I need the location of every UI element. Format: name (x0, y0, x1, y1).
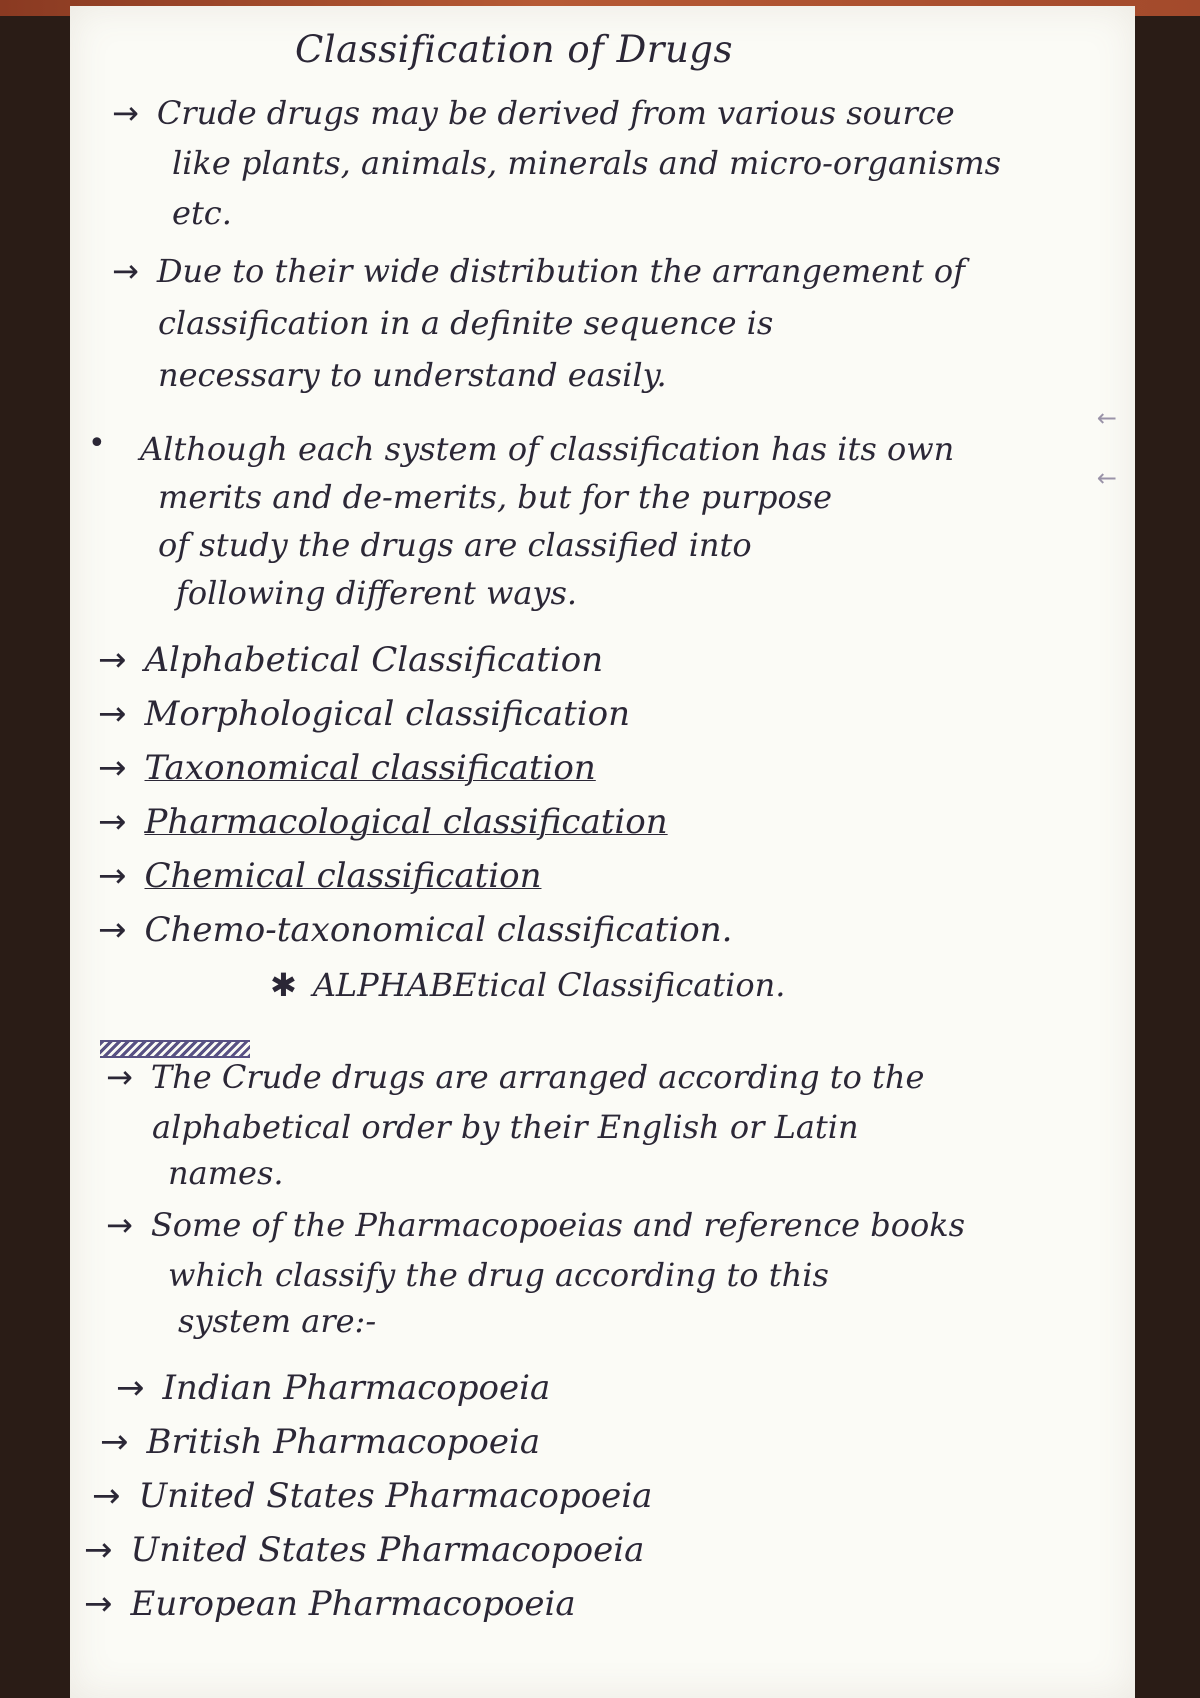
section-heading: ✱ ALPHABEtical Classification. (270, 966, 786, 1004)
arrow-icon: → (112, 252, 139, 290)
alpha-p2-line-1: → Some of the Pharmacopoeias and reference books (106, 1200, 965, 1250)
alpha-p1-line-3: names. (168, 1154, 284, 1192)
arrow-icon: → (106, 1206, 133, 1244)
intro-p2-line-1: → Due to their wide distribution the arrangement of (112, 246, 965, 296)
margin-arrow-icon: ← (1096, 404, 1117, 432)
list-item: → United States Pharmacopoeia (84, 1524, 644, 1576)
list-item: → Chemical classification (98, 850, 542, 902)
intro-p1-line-1: → Crude drugs may be derived from various source (112, 88, 955, 138)
intro-p2-line-3: necessary to understand easily. (158, 356, 667, 394)
list-item: → European Pharmacopoeia (84, 1578, 576, 1630)
arrow-icon: → (92, 1476, 121, 1516)
alpha-p1-line-2: alphabetical order by their English or Latin (152, 1108, 859, 1146)
list-item: → United States Pharmacopoeia (92, 1470, 652, 1522)
list-item: → British Pharmacopoeia (100, 1416, 540, 1468)
arrow-icon: → (106, 1058, 133, 1096)
arrow-icon: → (98, 910, 127, 950)
arrow-icon: → (98, 694, 127, 734)
arrow-icon: → (116, 1368, 145, 1408)
list-item: → Indian Pharmacopoeia (116, 1362, 550, 1414)
intro-p2-line-2: classification in a definite sequence is (158, 304, 774, 342)
alpha-p2-line-2: which classify the drug according to this (168, 1256, 829, 1294)
intro-p3-line-3: of study the drugs are classified into (158, 526, 752, 564)
page-title: Classification of Drugs (295, 28, 733, 71)
list-item: → Chemo-taxonomical classification. (98, 904, 732, 956)
list-item: → Alphabetical Classification (98, 634, 603, 686)
arrow-icon: → (98, 802, 127, 842)
arrow-icon: → (100, 1422, 129, 1462)
intro-p1-line-3: etc. (172, 194, 232, 232)
list-item: → Taxonomical classification (98, 742, 596, 794)
arrow-icon: → (98, 856, 127, 896)
intro-p3-line-4: following different ways. (176, 574, 578, 612)
arrow-icon: → (98, 640, 127, 680)
arrow-icon: → (84, 1530, 113, 1570)
star-icon: ✱ (270, 966, 297, 1004)
list-item: → Pharmacological classification (98, 796, 668, 848)
intro-p3-line-2: merits and de-merits, but for the purpose (158, 478, 833, 516)
arrow-icon: → (84, 1584, 113, 1624)
notebook-page (70, 6, 1135, 1698)
intro-p3-line-1: Although each system of classification has its own (140, 430, 955, 468)
alpha-p1-line-1: → The Crude drugs are arranged according to the (106, 1052, 924, 1102)
margin-arrow-icon: ← (1096, 464, 1117, 492)
arrow-icon: → (112, 94, 139, 132)
bullet-icon: • (88, 426, 106, 461)
list-item: → Morphological classification (98, 688, 630, 740)
intro-p1-line-2: like plants, animals, minerals and micro-organisms (172, 144, 1002, 182)
arrow-icon: → (98, 748, 127, 788)
alpha-p2-line-3: system are:- (178, 1302, 377, 1340)
